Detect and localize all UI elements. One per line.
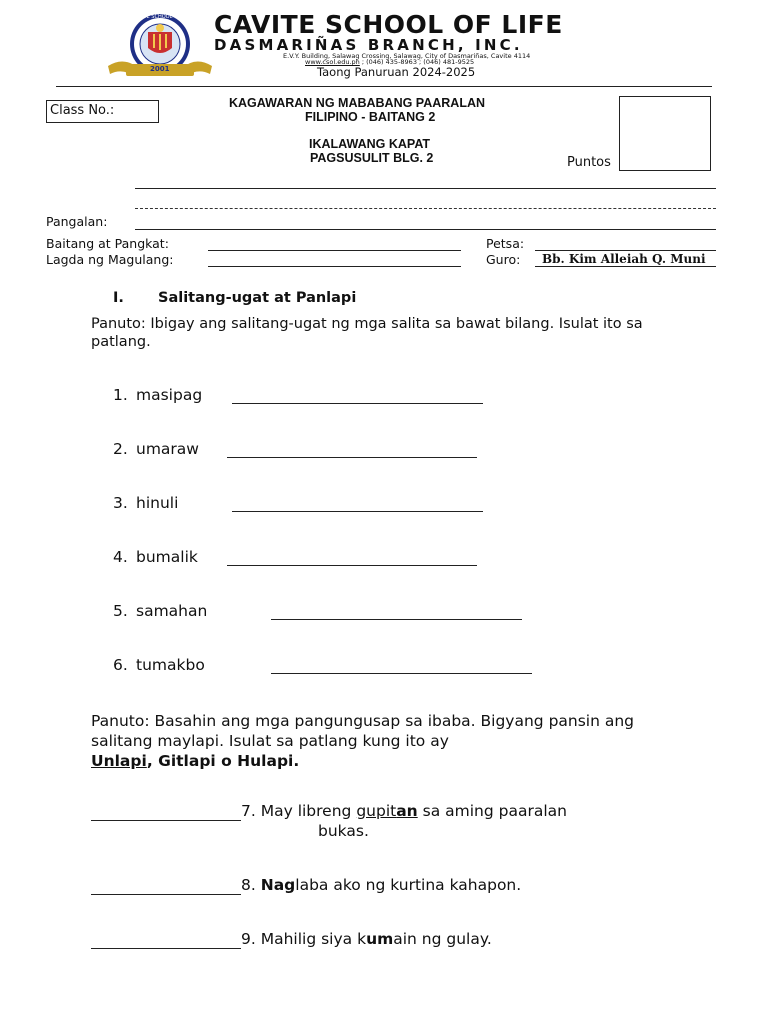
date-field[interactable] [535, 250, 716, 251]
section1-instruction: Panuto: Ibigay ang salitang-ugat ng mga salita sa bawat bilang. Isulat ito sa patlang. [91, 316, 643, 350]
item-2-word: umaraw [136, 440, 199, 458]
section2-instruction-text: Panuto: Basahin ang mga pangungusap sa ibaba. Bigyang pansin ang salitang maylapi. Isulat sa patlang kung ito ay [91, 712, 635, 750]
school-address: E.V.Y. Building, Salawag Crossing, Salawag, City of Dasmariñas, Cavite 4114 [283, 52, 531, 60]
item-9-answer-line[interactable] [91, 948, 241, 949]
item-8-sentence [241, 876, 521, 894]
item-6-word: tumakbo [136, 656, 205, 674]
choice-rest: , Gitlapi o Hulapi. [146, 752, 300, 770]
item-8-number: 8. [241, 876, 256, 894]
school-branch: DASMARIÑAS BRANCH, INC. [214, 36, 523, 54]
item-8-answer-line[interactable] [91, 894, 241, 895]
quarter-title: IKALAWANG KAPAT [309, 137, 431, 151]
item-5-word: samahan [136, 602, 208, 620]
item-9-rest: ain ng gulay. [393, 930, 492, 948]
section1-number: I. [113, 290, 124, 306]
parent-signature-field[interactable] [208, 266, 461, 267]
grade-label: Baitang at Pangkat: [46, 236, 169, 251]
name-field[interactable] [135, 229, 716, 230]
score-box[interactable] [619, 96, 711, 171]
item-7-sentence [241, 802, 567, 820]
school-year: Taong Panuruan 2024-2025 [317, 65, 476, 79]
item-1-number: 1. [113, 386, 128, 404]
item-9-number: 9. [241, 930, 256, 948]
item-5-answer-line[interactable] [271, 619, 522, 620]
item-6-number: 6. [113, 656, 128, 674]
form-dashed-rule [135, 208, 716, 209]
item-5-number: 5. [113, 602, 128, 620]
item-7-answer-line[interactable] [91, 820, 241, 821]
school-website-link[interactable]: www.csol.edu.ph [305, 58, 360, 66]
department-title: KAGAWARAN NG MABABANG PAARALAN [229, 96, 486, 110]
item-1-word: masipag [136, 386, 203, 404]
test-title: PAGSUSULIT BLG. 2 [310, 151, 434, 165]
class-no-label: Class No.: [50, 103, 115, 118]
choice-unlapi: Unlapi [91, 752, 147, 770]
item-8-affix: Nag [260, 876, 296, 894]
logo-ring-text: CAVITE SCHOOL OF LIFE [132, 14, 193, 20]
teacher-field [535, 266, 716, 267]
name-label: Pangalan: [46, 214, 108, 229]
form-top-rule [135, 188, 716, 189]
item-2-answer-line[interactable] [227, 457, 477, 458]
item-3-number: 3. [113, 494, 128, 512]
school-name: CAVITE SCHOOL OF LIFE [214, 10, 563, 39]
item-9-sentence [241, 930, 492, 948]
date-label: Petsa: [486, 236, 525, 251]
section2-instruction [91, 711, 691, 771]
item-4-answer-line[interactable] [227, 565, 477, 566]
header-divider [56, 86, 712, 87]
item-7-number: 7. [241, 802, 256, 820]
item-7-post: sa aming paaralan [417, 802, 567, 820]
item-7-line2: bukas. [318, 822, 369, 840]
item-4-number: 4. [113, 548, 128, 566]
item-9-pre: Mahilig siya k [255, 930, 367, 948]
item-4-word: bumalik [136, 548, 198, 566]
item-6-answer-line[interactable] [271, 673, 532, 674]
score-label: Puntos [567, 155, 611, 170]
item-7-pre: May libreng [255, 802, 357, 820]
item-3-word: hinuli [136, 494, 179, 512]
logo-year: 2001 [150, 65, 170, 73]
teacher-label: Guro: [486, 252, 521, 267]
item-7-root: gupit [356, 802, 397, 820]
item-9-affix: um [366, 930, 394, 948]
parent-signature-label: Lagda ng Magulang: [46, 252, 174, 267]
item-7-affix: an [396, 802, 418, 820]
item-8-rest: laba ako ng kurtina kahapon. [295, 876, 522, 894]
subject-title: FILIPINO - BAITANG 2 [305, 110, 436, 124]
school-logo [104, 12, 216, 80]
section1-title: Salitang-ugat at Panlapi [158, 290, 357, 306]
school-phones: ; (046) 435-8963 ; (046) 481-9525 [359, 58, 475, 66]
grade-field[interactable] [208, 250, 461, 251]
item-3-answer-line[interactable] [232, 511, 483, 512]
item-2-number: 2. [113, 440, 128, 458]
item-1-answer-line[interactable] [232, 403, 483, 404]
class-no-box[interactable] [46, 100, 159, 123]
teacher-name: Bb. Kim Alleiah Q. Muni [542, 252, 706, 266]
